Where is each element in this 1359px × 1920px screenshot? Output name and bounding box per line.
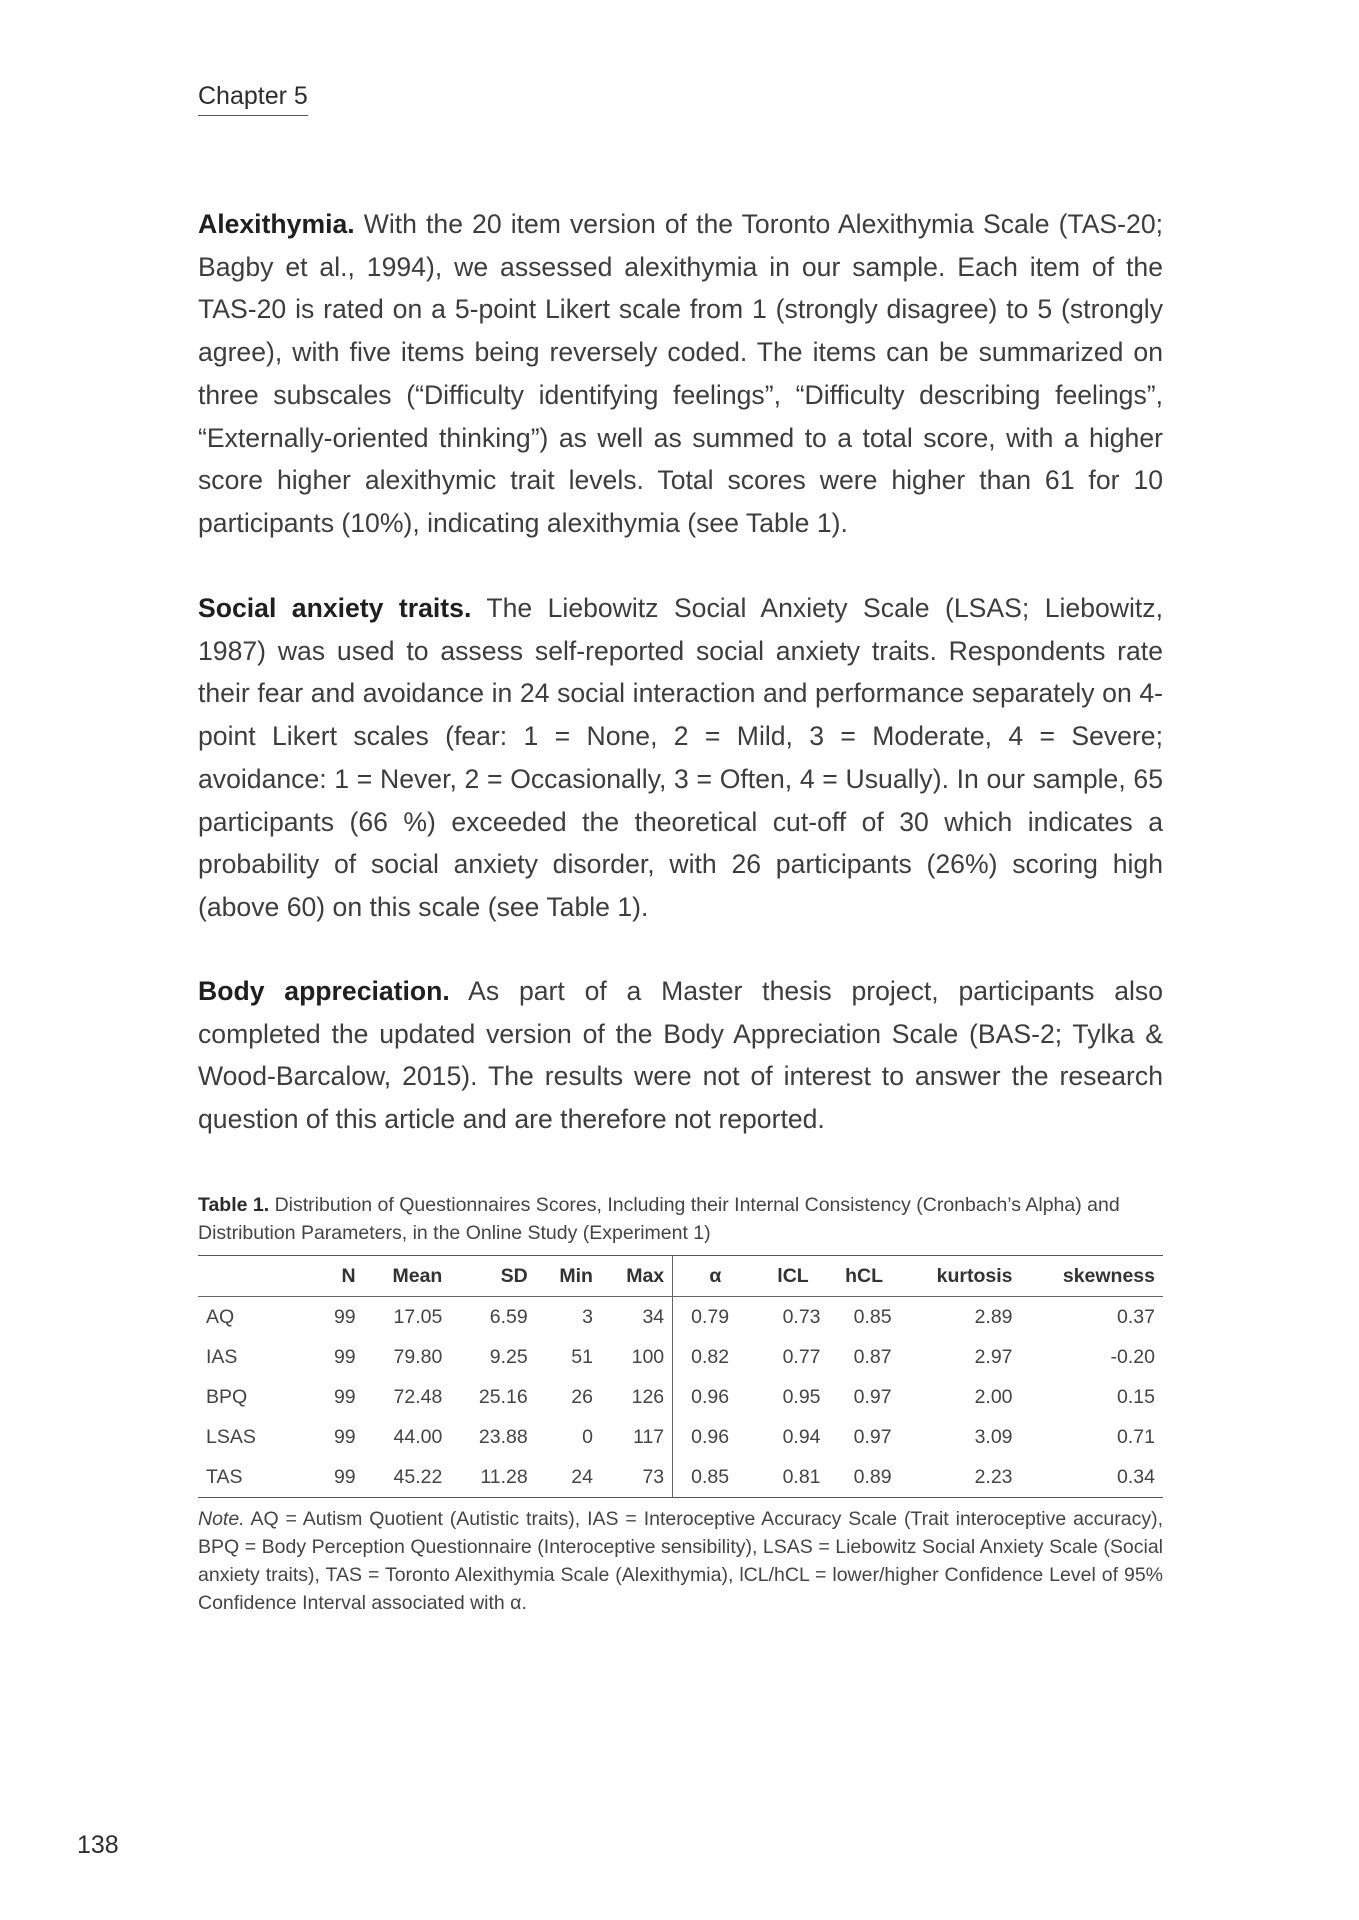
- section-heading: Social anxiety traits.: [198, 593, 472, 623]
- col-header-hcl: hCL: [829, 1256, 900, 1297]
- cell-mean: 72.48: [393, 1385, 443, 1408]
- table-note: [198, 1505, 1163, 1617]
- cell-n: 99: [333, 1345, 356, 1368]
- table-caption-label: Table 1.: [198, 1194, 270, 1216]
- cell-min: 26: [571, 1385, 593, 1408]
- table-header-row: [198, 1256, 1163, 1297]
- note-label: Note.: [198, 1508, 245, 1530]
- cell-hcl: 0.87: [853, 1345, 892, 1368]
- section-text: The Liebowitz Social Anxiety Scale (LSAS; Liebowitz, 1987) was used to assess self-reported social anxiety traits. Respondents rate their fear and avoidance in 24 social interaction and performance separately on 4-point Likert scales (fear: 1 = None, 2 = Mild, 3 = Moderate, 4 = Severe; avoidance: 1 = Never, 2 = Occasionally, 3 = Often, 4 = Usually). In our sample, 65 participants (66 %) exceeded the theoretical cut-off of 30 which indicates a probability of social anxiety disorder, with 26 participants (26%) scoring high (above 60) on this scale (see Table 1).: [198, 593, 1163, 922]
- cell-hcl: 0.97: [853, 1385, 892, 1408]
- table-caption-text: Distribution of Questionnaires Scores, Including their Internal Consistency (Cronbach’s Alpha) and Distribution Parameters, in the Online Study (Experiment 1): [198, 1194, 1120, 1244]
- note-text: AQ = Autism Quotient (Autistic traits), IAS = Interoceptive Accuracy Scale (Trait interoceptive accuracy), BPQ = Body Perception Questionnaire (Interoceptive sensibility), LSAS = Liebowitz Social Anxiety Scale (Social anxiety traits), TAS = Toronto Alexithymia Scale (Alexithymia), lCL/hCL = lower/higher Confidence Level of 95% Confidence Interval associated with α.: [198, 1508, 1164, 1614]
- cell-sd: 23.88: [478, 1425, 528, 1448]
- section-text: As part of a Master thesis project, participants also completed the updated version of the Body Appreciation Scale (BAS-2; Tylka & Wood-Barcalow, 2015). The results were not of interest to answer the research question of this article and are therefore not reported.: [198, 976, 1164, 1135]
- cell-kurtosis: 2.97: [974, 1345, 1013, 1368]
- cell-lcl: 0.95: [782, 1385, 821, 1408]
- row-label: AQ: [206, 1305, 235, 1328]
- cell-skewness: 0.37: [1117, 1305, 1155, 1328]
- table-row: [198, 1377, 1163, 1417]
- section-heading: Body appreciation.: [198, 976, 450, 1006]
- section-alexithymia: [198, 203, 1163, 545]
- cell-skewness: -0.20: [1110, 1345, 1155, 1368]
- cell-kurtosis: 2.00: [974, 1385, 1013, 1408]
- col-header-min: Min: [536, 1256, 601, 1297]
- col-header-kurtosis: kurtosis: [900, 1256, 1021, 1297]
- cell-lcl: 0.77: [782, 1345, 821, 1368]
- questionnaire-stats-table: [198, 1255, 1163, 1498]
- cell-skewness: 0.71: [1117, 1425, 1155, 1448]
- col-header-lcl: lCL: [758, 1256, 829, 1297]
- cell-n: 99: [333, 1385, 356, 1408]
- cell-skewness: 0.34: [1021, 1457, 1163, 1498]
- cell-n: 99: [314, 1457, 364, 1498]
- cell-sd: 6.59: [489, 1305, 528, 1328]
- section-body-appreciation: [198, 970, 1163, 1141]
- cell-alpha: 0.85: [673, 1457, 758, 1498]
- chapter-header: Chapter 5: [198, 82, 308, 116]
- row-label: BPQ: [206, 1385, 248, 1408]
- cell-min: 24: [536, 1457, 601, 1498]
- cell-lcl: 0.81: [758, 1457, 829, 1498]
- cell-max: 34: [642, 1305, 665, 1328]
- section-social-anxiety: [198, 587, 1163, 929]
- cell-max: 73: [601, 1457, 673, 1498]
- cell-hcl: 0.97: [853, 1425, 892, 1448]
- cell-alpha: 0.96: [673, 1417, 758, 1457]
- row-label: IAS: [206, 1345, 238, 1368]
- table-caption: [198, 1192, 1163, 1247]
- cell-alpha: 0.79: [673, 1297, 758, 1338]
- cell-min: 0: [582, 1425, 593, 1448]
- table-row: [198, 1417, 1163, 1457]
- table-row: [198, 1297, 1163, 1338]
- cell-lcl: 0.94: [782, 1425, 821, 1448]
- cell-max: 100: [631, 1345, 665, 1368]
- col-header-mean: Mean: [364, 1256, 451, 1297]
- cell-min: 3: [582, 1305, 593, 1328]
- cell-kurtosis: 2.89: [974, 1305, 1013, 1328]
- cell-kurtosis: 2.23: [900, 1457, 1021, 1498]
- cell-min: 51: [571, 1345, 593, 1368]
- section-heading: Alexithymia.: [198, 209, 355, 239]
- cell-sd: 25.16: [478, 1385, 528, 1408]
- table-row: [198, 1457, 1163, 1498]
- col-header-sd: SD: [450, 1256, 535, 1297]
- cell-hcl: 0.85: [853, 1305, 892, 1328]
- cell-sd: 9.25: [489, 1345, 528, 1368]
- page-number: 138: [77, 1831, 119, 1859]
- cell-mean: 79.80: [393, 1345, 443, 1368]
- cell-mean: 45.22: [364, 1457, 451, 1498]
- table-row: [198, 1337, 1163, 1377]
- col-header-skewness: skewness: [1021, 1256, 1163, 1297]
- row-label: TAS: [198, 1457, 314, 1498]
- cell-skewness: 0.15: [1117, 1385, 1155, 1408]
- cell-mean: 17.05: [393, 1305, 443, 1328]
- cell-alpha: 0.82: [673, 1337, 758, 1377]
- cell-lcl: 0.73: [782, 1305, 821, 1328]
- cell-alpha: 0.96: [673, 1377, 758, 1417]
- cell-n: 99: [333, 1305, 356, 1328]
- col-header-max: Max: [601, 1256, 673, 1297]
- section-text: With the 20 item version of the Toronto Alexithymia Scale (TAS-20; Bagby et al., 1994), we assessed alexithymia in our sample. Each item of the TAS-20 is rated on a 5-point Likert scale from 1 (strongly disagree) to 5 (strongly agree), with five items being reversely coded. The items can be summarized on three subscales (“Difficulty identifying feelings”, “Difficulty describing feelings”, “Externally-oriented thinking”) as well as summed to a total score, with a higher score higher alexithymic trait levels. Total scores were higher than 61 for 10 participants (10%), indicating alexithymia (see Table 1).: [198, 209, 1163, 538]
- cell-max: 117: [633, 1425, 665, 1448]
- col-header-alpha: α: [673, 1256, 758, 1297]
- cell-hcl: 0.89: [829, 1457, 900, 1498]
- cell-kurtosis: 3.09: [974, 1425, 1013, 1448]
- cell-mean: 44.00: [393, 1425, 443, 1448]
- cell-n: 99: [333, 1425, 356, 1448]
- cell-sd: 11.28: [450, 1457, 535, 1498]
- col-header-blank: [198, 1256, 314, 1297]
- cell-max: 126: [631, 1385, 665, 1408]
- col-header-n: N: [314, 1256, 364, 1297]
- row-label: LSAS: [206, 1425, 256, 1448]
